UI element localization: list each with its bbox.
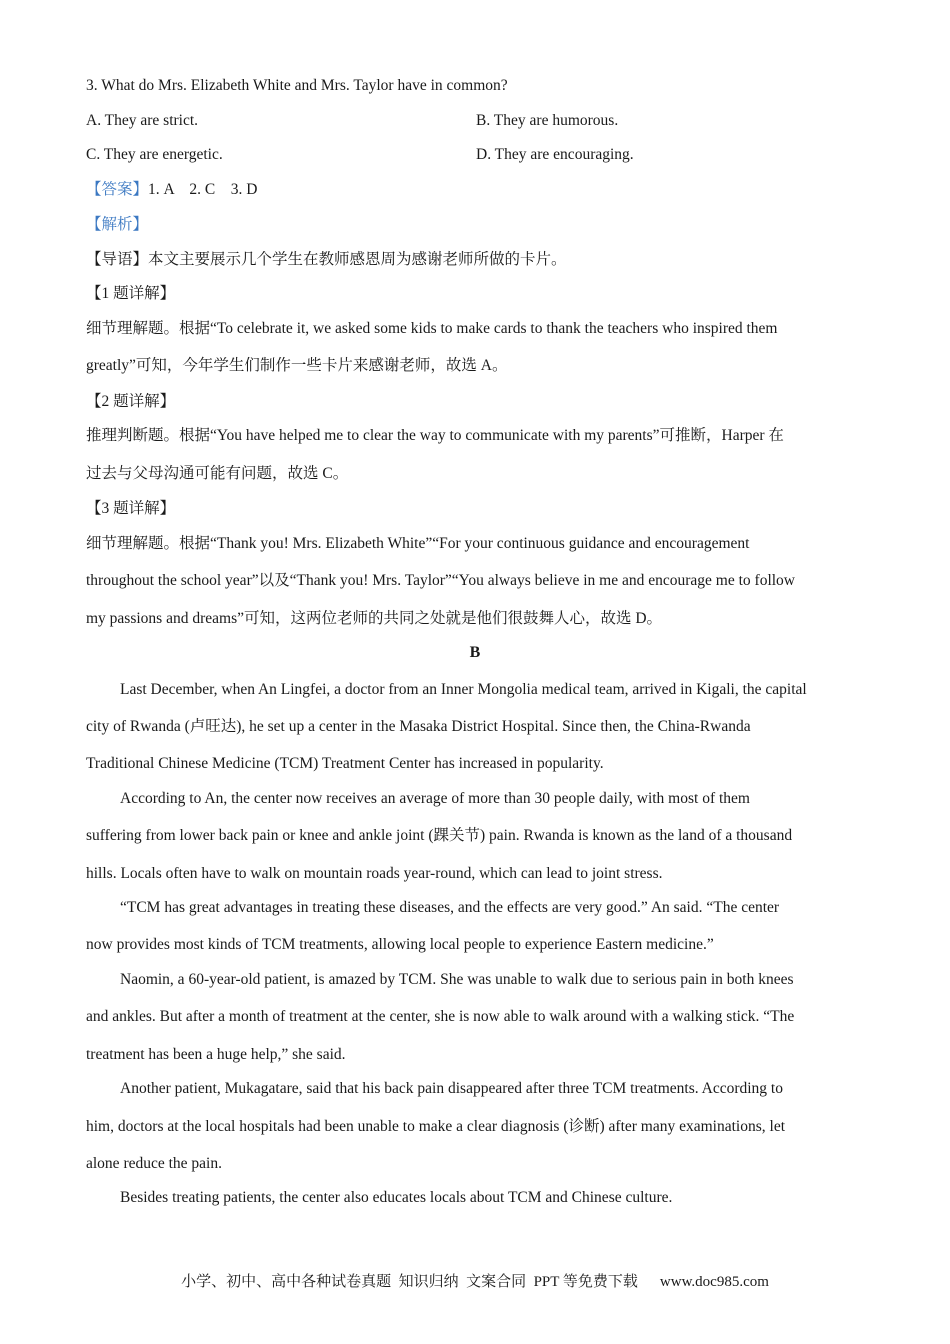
detail-1-heading: 【1 题详解】 [86, 285, 176, 302]
detail-3-line-3: my passions and dreams”可知，这两位老师的共同之处就是他们很鼓舞人心，故选 D。 [86, 610, 663, 627]
paragraph-5-line-3: alone reduce the pain. [86, 1155, 222, 1172]
detail-3-heading: 【3 题详解】 [86, 500, 176, 517]
detail-2-line-2: 过去与父母沟通可能有问题，故选 C。 [86, 465, 349, 482]
paragraph-4-line-2: and ankles. But after a month of treatment at the center, she is now able to walk around with a walking stick. “The [86, 1008, 795, 1025]
option-a: A. They are strict. [86, 112, 199, 129]
answer-text: 1. A 2. C 3. D [148, 181, 258, 198]
paragraph-5-line-1: Another patient, Mukagatare, said that his back pain disappeared after three TCM treatments. According to [120, 1080, 783, 1097]
guide-text: 【导语】本文主要展示几个学生在教师感恩周为感谢老师所做的卡片。 [86, 251, 567, 268]
paragraph-3-line-1: “TCM has great advantages in treating these diseases, and the effects are very good.” An said. “The center [120, 899, 780, 916]
paragraph-4-line-3: treatment has been a huge help,” she said. [86, 1046, 346, 1063]
paragraph-5-line-2: him, doctors at the local hospitals had been unable to make a clear diagnosis (诊断) after many examinations, let [86, 1118, 786, 1135]
option-c: C. They are energetic. [86, 146, 223, 163]
section-b-title: B [469, 644, 481, 661]
option-d: D. They are encouraging. [476, 146, 634, 163]
paragraph-1-line-2: city of Rwanda (卢旺达), he set up a center in the Masaka District Hospital. Since then, the China-Rwanda [86, 718, 751, 735]
paragraph-3-line-2: now provides most kinds of TCM treatments, allowing local people to experience Eastern medicine.” [86, 936, 714, 953]
footer-url[interactable]: www.doc985.com [659, 1274, 769, 1290]
paragraph-1-line-3: Traditional Chinese Medicine (TCM) Treatment Center has increased in popularity. [86, 755, 604, 772]
analysis-label: 【解析】 [86, 216, 149, 233]
page-footer [0, 1270, 950, 1291]
answer-line [86, 180, 257, 200]
paragraph-1-line-1: Last December, when An Lingfei, a doctor from an Inner Mongolia medical team, arrived in Kigali, the capital [120, 681, 807, 698]
paragraph-2-line-3: hills. Locals often have to walk on mountain roads year-round, which can lead to joint stress. [86, 865, 663, 882]
question-3-stem: 3. What do Mrs. Elizabeth White and Mrs. Taylor have in common? [86, 77, 508, 94]
detail-3-line-2: throughout the school year”以及“Thank you! Mrs. Taylor”“You always believe in me and encourage me to follow [86, 572, 796, 589]
option-b: B. They are humorous. [476, 112, 619, 129]
paragraph-4-line-1: Naomin, a 60-year-old patient, is amazed by TCM. She was unable to walk due to serious pain in both knees [120, 971, 794, 988]
detail-2-line-1: 推理判断题。根据“You have helped me to clear the way to communicate with my parents”可推断，Harper 在 [86, 427, 784, 444]
paragraph-2-line-2: suffering from lower back pain or knee and ankle joint (踝关节) pain. Rwanda is known as the land of a thousand [86, 827, 793, 844]
answer-label: 【答案】 [86, 181, 149, 198]
paragraph-2-line-1: According to An, the center now receives an average of more than 30 people daily, with most of them [120, 790, 750, 807]
paragraph-6-line-1: Besides treating patients, the center also educates locals about TCM and Chinese culture. [120, 1189, 673, 1206]
detail-3-line-1: 细节理解题。根据“Thank you! Mrs. Elizabeth White”“For your continuous guidance and encouragement [86, 535, 750, 552]
detail-1-line-1: 细节理解题。根据“To celebrate it, we asked some kids to make cards to thank the teachers who inspired them [86, 320, 778, 337]
detail-2-heading: 【2 题详解】 [86, 393, 176, 410]
footer-text: 小学、初中、高中各种试卷真题 知识归纳 文案合同 PPT 等免费下载 [181, 1274, 638, 1290]
detail-1-line-2: greatly”可知，今年学生们制作一些卡片来感谢老师，故选 A。 [86, 357, 508, 374]
